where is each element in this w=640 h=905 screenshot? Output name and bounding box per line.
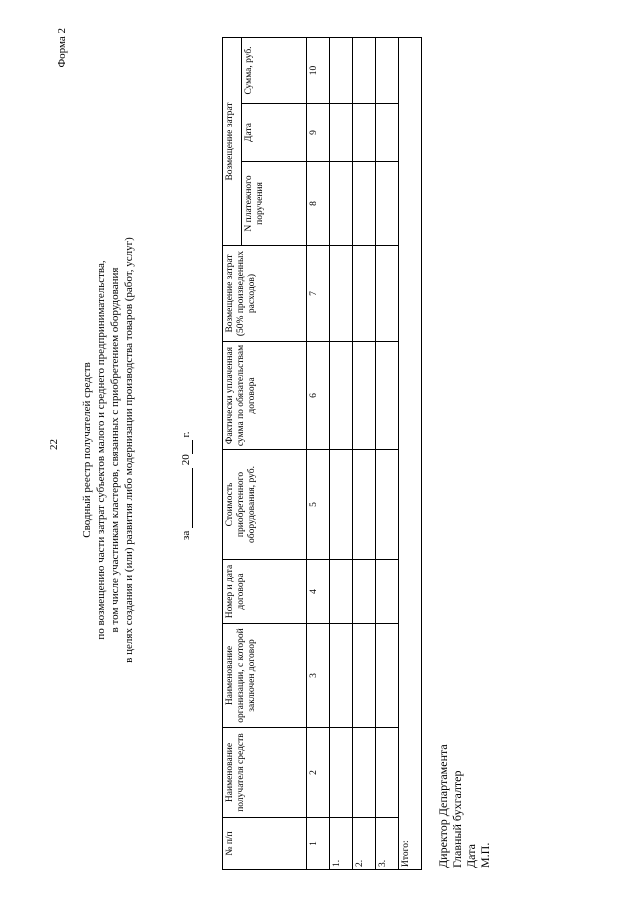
column-number: 8 bbox=[307, 162, 330, 246]
year-blank bbox=[180, 440, 193, 454]
header-cell: Фактически уплаченная сумма по обязательствам договора bbox=[223, 342, 307, 450]
table-row bbox=[330, 37, 353, 869]
header-cell: Стоимость приобретенного оборудования, руб. bbox=[223, 450, 307, 560]
table-cell bbox=[376, 104, 399, 162]
header-cell: Наименование получателя средств bbox=[223, 728, 307, 818]
table-cell bbox=[353, 560, 376, 624]
table-row bbox=[353, 37, 376, 869]
table-cell bbox=[353, 162, 376, 246]
header-cell: Сумма, руб. bbox=[242, 37, 307, 103]
row-number: 3. bbox=[376, 818, 399, 870]
table-cell bbox=[353, 342, 376, 450]
column-number: 5 bbox=[307, 450, 330, 560]
table-cell bbox=[376, 162, 399, 246]
table-cell bbox=[330, 624, 353, 728]
column-number: 6 bbox=[307, 342, 330, 450]
header-cell: № п/п bbox=[223, 818, 307, 870]
table-cell bbox=[330, 37, 353, 103]
signature-line: Директор Департамента bbox=[436, 744, 450, 868]
row-number: 1. bbox=[330, 818, 353, 870]
header-cell: Возмещение затрат (50% произведенных расходов) bbox=[223, 246, 307, 342]
header-row bbox=[223, 37, 242, 869]
table-cell bbox=[376, 342, 399, 450]
table-cell bbox=[376, 450, 399, 560]
header-cell: Наименование организации, с которой заключен договор bbox=[223, 624, 307, 728]
title-line: Сводный реестр получателей средств bbox=[81, 362, 93, 538]
table-cell bbox=[353, 104, 376, 162]
table-cell bbox=[353, 37, 376, 103]
table-cell bbox=[330, 450, 353, 560]
period-prefix: за bbox=[180, 530, 192, 540]
column-number-row bbox=[307, 37, 330, 869]
form-label: Форма 2 bbox=[56, 28, 68, 68]
header-cell: Номер и дата договора bbox=[223, 560, 307, 624]
period-suffix: г. bbox=[180, 431, 192, 438]
signature-line: Главный бухгалтер bbox=[450, 770, 464, 868]
registry-table bbox=[222, 37, 422, 870]
table-cell bbox=[330, 104, 353, 162]
document-title bbox=[80, 140, 136, 760]
header-cell: Дата bbox=[242, 104, 307, 162]
header-group-cell: Возмещение затрат bbox=[223, 37, 242, 245]
column-number: 7 bbox=[307, 246, 330, 342]
page-number: 22 bbox=[48, 439, 60, 450]
signature-line: М.П. bbox=[478, 842, 492, 868]
table-cell bbox=[376, 560, 399, 624]
total-label: Итого: bbox=[399, 37, 422, 869]
table-cell bbox=[376, 246, 399, 342]
table-cell bbox=[353, 450, 376, 560]
column-number: 2 bbox=[307, 728, 330, 818]
row-number: 2. bbox=[353, 818, 376, 870]
table-cell bbox=[376, 624, 399, 728]
title-line: в том числе участникам кластеров, связанных с приобретением оборудования bbox=[109, 267, 121, 633]
signature-line: Дата bbox=[464, 844, 478, 868]
rotated-form-page bbox=[40, 20, 600, 880]
column-number: 1 bbox=[307, 818, 330, 870]
table-cell bbox=[330, 162, 353, 246]
table-cell bbox=[376, 37, 399, 103]
title-line: по возмещению части затрат субъектов малого и среднего предпринимательства, bbox=[95, 260, 107, 640]
table-cell bbox=[330, 246, 353, 342]
table-cell bbox=[353, 246, 376, 342]
column-number: 10 bbox=[307, 37, 330, 103]
header-cell: N платежного поручения bbox=[242, 162, 307, 246]
period-blank bbox=[180, 468, 193, 528]
period-line bbox=[180, 431, 193, 540]
table-cell bbox=[353, 624, 376, 728]
period-year-prefix: 20 bbox=[180, 454, 192, 466]
column-number: 9 bbox=[307, 104, 330, 162]
signature-block bbox=[436, 744, 492, 868]
column-number: 3 bbox=[307, 624, 330, 728]
table-cell bbox=[330, 560, 353, 624]
table-row bbox=[376, 37, 399, 869]
column-number: 4 bbox=[307, 560, 330, 624]
total-row bbox=[399, 37, 422, 869]
table-cell bbox=[330, 728, 353, 818]
title-line: в целях создания и (или) развития либо модернизации производства товаров (работ, услуг) bbox=[123, 237, 135, 663]
table-cell bbox=[376, 728, 399, 818]
table-cell bbox=[353, 728, 376, 818]
table-cell bbox=[330, 342, 353, 450]
